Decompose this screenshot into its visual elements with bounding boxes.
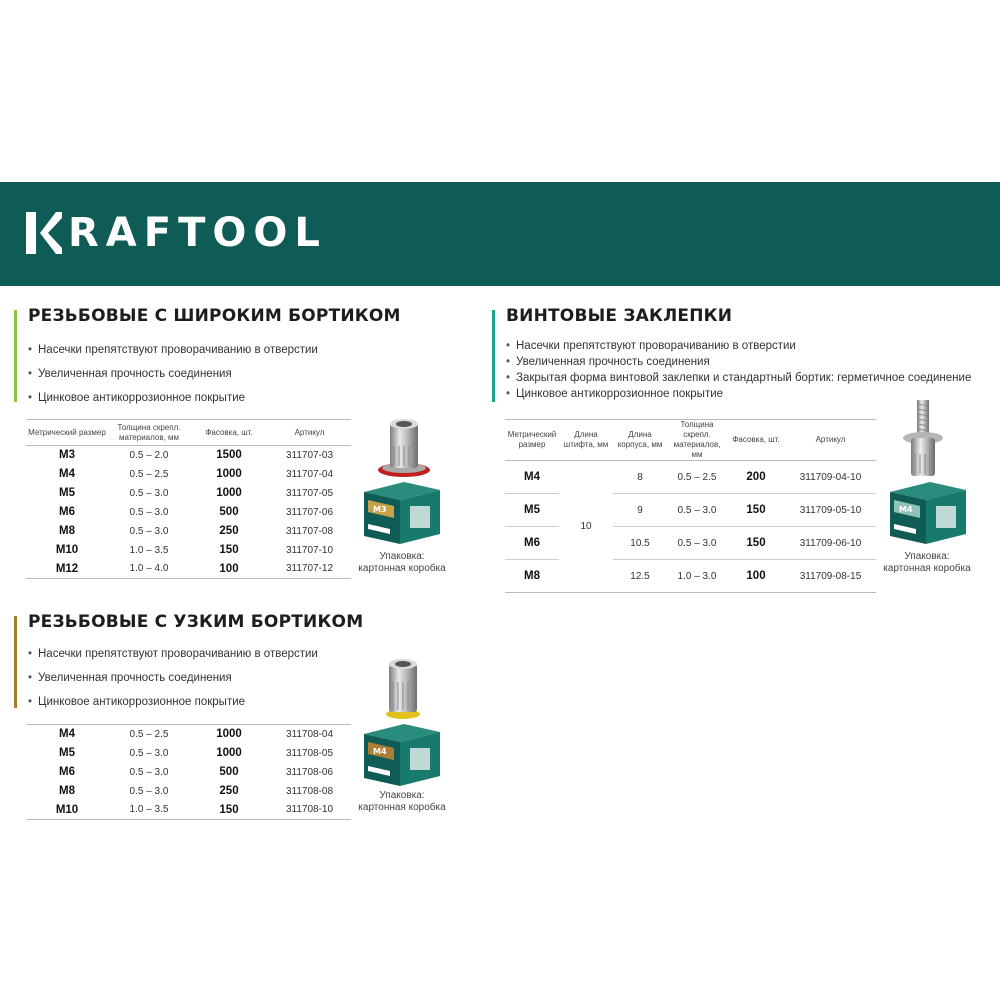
article-cell: 311707-03: [285, 449, 334, 461]
pack-cell: 150: [727, 527, 785, 560]
article-cell: 311709-04-10: [785, 461, 876, 494]
feature-item: • Увеличенная прочность соединения: [28, 362, 318, 386]
thickness-cell: 0.5 – 3.0: [129, 506, 169, 518]
body-length-cell: 12.5: [613, 560, 667, 593]
thickness-cell: 0.5 – 3.0: [129, 525, 169, 537]
pack-cell: 100: [190, 560, 268, 579]
thickness-cell: 0.5 – 3.0: [667, 494, 727, 527]
pack-cell: 1500: [216, 449, 242, 462]
size-cell: M4: [505, 461, 559, 494]
table-row: [26, 725, 351, 744]
size-cell: M10: [26, 801, 108, 820]
section-title: РЕЗЬБОВЫЕ С ШИРОКИМ БОРТИКОМ: [28, 306, 401, 326]
cardboard-box-image: [360, 720, 442, 788]
pack-cell: 1000: [216, 468, 242, 480]
article-cell: 311707-08: [285, 525, 334, 537]
size-cell: M5: [59, 747, 75, 759]
table-row: [26, 446, 351, 465]
col-header: Толщина скрепл. материалов, мм: [108, 420, 190, 446]
pack-cell: 500: [219, 506, 239, 518]
article-cell: 311709-05-10: [785, 494, 876, 527]
feature-item: • Цинковое антикоррозионное покрытие: [28, 386, 318, 410]
size-cell: M10: [55, 544, 79, 556]
table-row: [26, 560, 351, 579]
feature-item: • Закрытая форма винтовой заклепки и стандартный бортик: герметичное соединение: [506, 370, 971, 386]
body-length-cell: 9: [613, 494, 667, 527]
article-cell: 311708-08: [285, 785, 334, 797]
caption-line: картонная коробка: [358, 563, 446, 574]
kraftool-k-logo-icon: [26, 212, 62, 254]
caption-line: картонная коробка: [883, 563, 971, 574]
brand-name: RAFTOOL: [68, 210, 327, 256]
feature-item: • Насечки препятствуют проворачиванию в отверстии: [28, 338, 318, 362]
thickness-cell: 0.5 – 3.0: [129, 487, 169, 499]
size-cell: M8: [59, 525, 75, 537]
thickness-cell: 0.5 – 2.0: [129, 449, 169, 461]
pack-cell: 150: [219, 544, 239, 556]
size-cell: M6: [59, 506, 75, 518]
article-cell: 311708-04: [285, 728, 334, 740]
caption-line: картонная коробка: [358, 802, 446, 813]
brand-logo: [26, 212, 327, 254]
thickness-cell: 0.5 – 3.0: [129, 766, 169, 778]
thickness-cell: 0.5 – 2.5: [129, 468, 169, 480]
pack-cell: 1000: [216, 728, 242, 741]
feature-item: • Насечки препятствуют проворачиванию в отверстии: [506, 338, 971, 354]
section-accent-bar: [14, 310, 17, 402]
article-cell: 311707-06: [285, 506, 334, 518]
feature-list: [506, 338, 971, 402]
caption-line: Упаковка:: [379, 551, 425, 562]
size-cell: M5: [59, 487, 75, 499]
col-header: Фасовка, шт.: [727, 420, 785, 461]
feature-item: • Цинковое антикоррозионное покрытие: [28, 690, 318, 714]
packaging-caption: [876, 551, 978, 575]
pack-cell: 200: [727, 461, 785, 494]
size-cell: M4: [59, 468, 75, 480]
pack-cell: 150: [727, 494, 785, 527]
table-row: [26, 465, 351, 484]
article-cell: 311709-08-15: [785, 560, 876, 593]
narrow-flange-rivet-nut-image: [378, 656, 428, 722]
article-cell: 311707-05: [285, 487, 334, 499]
section-narrow-flange: [14, 612, 364, 712]
size-cell: M4: [59, 728, 75, 741]
thickness-cell: 1.0 – 3.5: [108, 801, 190, 820]
article-cell: 311708-10: [268, 801, 351, 820]
size-cell: M5: [505, 494, 559, 527]
col-header: Артикул: [268, 420, 351, 446]
size-cell: M8: [59, 785, 75, 797]
thickness-cell: 0.5 – 2.5: [667, 461, 727, 494]
feature-item: • Увеличенная прочность соединения: [28, 666, 318, 690]
article-cell: 311708-05: [285, 747, 334, 759]
table-row: [26, 503, 351, 522]
section-accent-bar: [492, 310, 495, 402]
cardboard-box-image: [360, 478, 442, 546]
thickness-cell: 1.0 – 3.5: [129, 544, 169, 556]
table-row: [26, 541, 351, 560]
pack-cell: 500: [219, 766, 239, 778]
table-row: [505, 461, 876, 494]
col-header: Метрический размер: [26, 420, 108, 446]
article-cell: 311707-10: [285, 544, 334, 556]
table-row: [26, 522, 351, 541]
spec-table-narrow: [26, 724, 351, 820]
table-row: [26, 763, 351, 782]
thickness-cell: 1.0 – 3.0: [667, 560, 727, 593]
article-cell: 311707-04: [285, 468, 334, 480]
article-cell: 311709-06-10: [785, 527, 876, 560]
thickness-cell: 0.5 – 2.5: [129, 728, 169, 740]
cardboard-box-image: [886, 478, 968, 546]
box-size-label: M4: [899, 505, 913, 514]
table-row: [26, 801, 351, 820]
body-length-cell: 8: [613, 461, 667, 494]
article-cell: 311708-06: [285, 766, 334, 778]
body-length-cell: 10.5: [613, 527, 667, 560]
pack-cell: 1000: [216, 487, 242, 499]
caption-line: Упаковка:: [904, 551, 950, 562]
pack-cell: 1000: [216, 747, 242, 759]
thickness-cell: 0.5 – 3.0: [129, 785, 169, 797]
pin-length-cell: 10: [559, 461, 613, 593]
thickness-cell: 0.5 – 3.0: [667, 527, 727, 560]
article-cell: 311707-12: [268, 560, 351, 579]
packaging-caption: [352, 790, 452, 814]
size-cell: M8: [505, 560, 559, 593]
pack-cell: 250: [219, 785, 239, 797]
section-screw-rivets: [492, 306, 972, 406]
feature-list: [28, 642, 318, 714]
col-header: Длина штифта, мм: [559, 420, 613, 461]
spec-table-wide: [26, 419, 351, 579]
col-header: Артикул: [785, 420, 876, 461]
box-size-label: M4: [373, 747, 387, 756]
table-row: [26, 744, 351, 763]
size-cell: M3: [59, 449, 75, 462]
packaging-caption: [352, 551, 452, 575]
spec-table-screw: [505, 419, 876, 593]
size-cell: M6: [59, 766, 75, 778]
pack-cell: 250: [219, 525, 239, 537]
feature-item: • Насечки препятствуют проворачиванию в отверстии: [28, 642, 318, 666]
box-size-label: M3: [373, 505, 387, 514]
feature-item: • Цинковое антикоррозионное покрытие: [506, 386, 971, 402]
col-header: Толщина скрепл. материалов, мм: [667, 420, 727, 461]
feature-item: • Увеличенная прочность соединения: [506, 354, 971, 370]
screw-rivet-image: [900, 400, 946, 480]
section-accent-bar: [14, 616, 17, 708]
caption-line: Упаковка:: [379, 790, 425, 801]
pack-cell: 100: [727, 560, 785, 593]
size-cell: M6: [505, 527, 559, 560]
section-title: ВИНТОВЫЕ ЗАКЛЕПКИ: [506, 306, 733, 326]
col-header: Метрический размер: [505, 420, 559, 461]
size-cell: M12: [26, 560, 108, 579]
col-header: Фасовка, шт.: [190, 420, 268, 446]
wide-flange-rivet-nut-image: [376, 416, 432, 480]
thickness-cell: 1.0 – 4.0: [108, 560, 190, 579]
table-row: [26, 782, 351, 801]
col-header: Длина корпуса, мм: [613, 420, 667, 461]
feature-list: [28, 338, 318, 410]
table-row: [26, 484, 351, 503]
section-title: РЕЗЬБОВЫЕ С УЗКИМ БОРТИКОМ: [28, 612, 364, 632]
thickness-cell: 0.5 – 3.0: [129, 747, 169, 759]
pack-cell: 150: [190, 801, 268, 820]
